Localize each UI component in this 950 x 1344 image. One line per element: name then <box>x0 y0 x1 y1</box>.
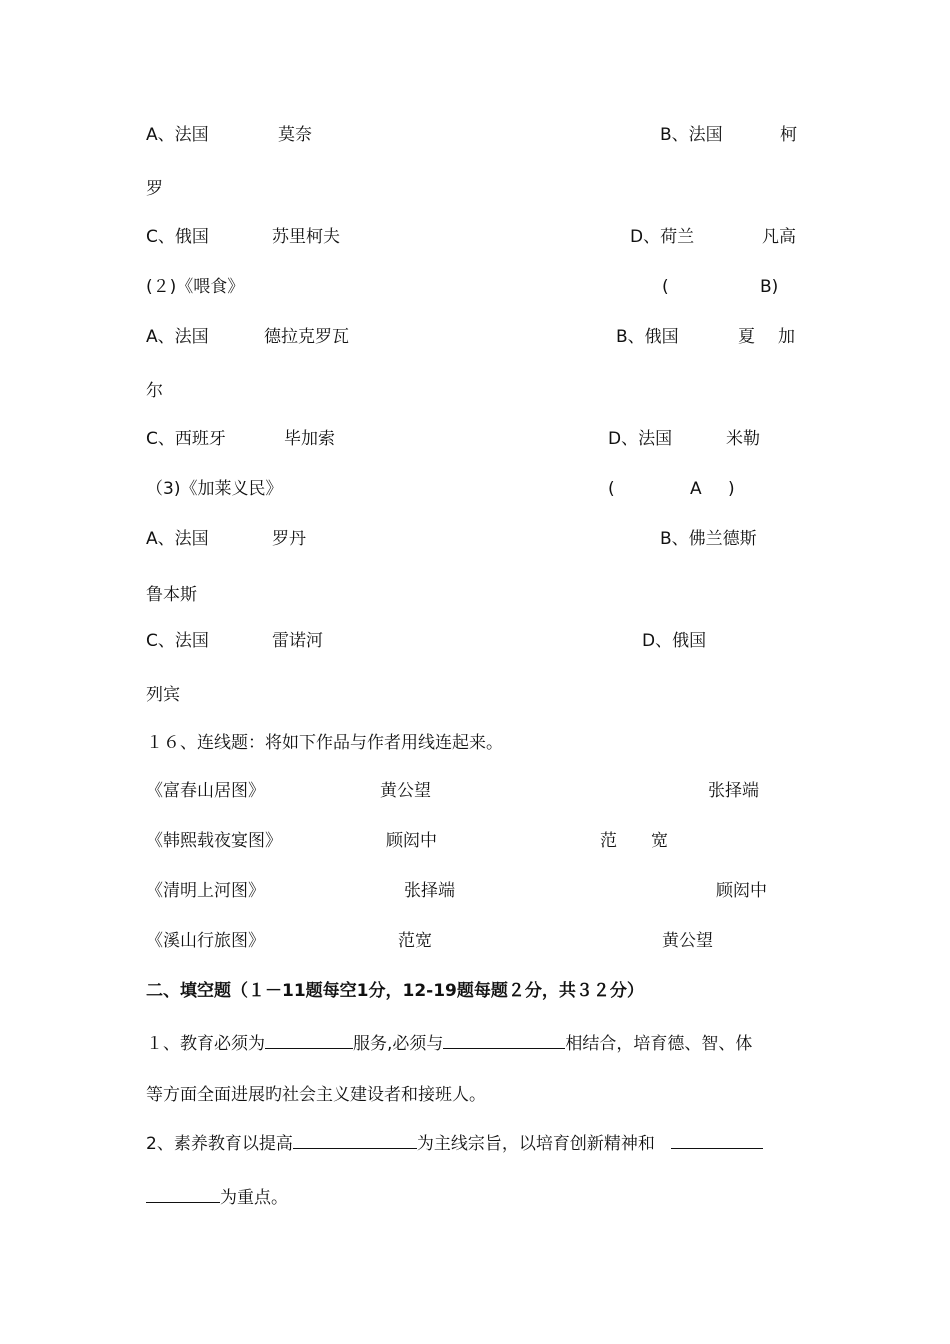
q2-stem: (２)《喂食》 <box>146 277 245 297</box>
q2-paren-open: ( <box>662 277 669 297</box>
fill2-blank1[interactable] <box>293 1130 417 1149</box>
q2-option-b-name-3: 尔 <box>146 381 163 401</box>
q3-option-b-name: 鲁本斯 <box>146 585 197 605</box>
q16-row4-right: 黄公望 <box>662 931 713 951</box>
q16-row2-work: 《韩熙载夜宴图》 <box>146 831 282 851</box>
fill1-part1: １、教育必须为 <box>146 1034 265 1054</box>
q3-stem: （3)《加莱义民》 <box>146 479 283 499</box>
q16-row3-right: 顾闳中 <box>716 881 767 901</box>
fill1-part2: 服务,必须与 <box>353 1034 444 1054</box>
q1-option-b-letter: B、法国 <box>660 125 723 145</box>
q1-option-a-letter: A、法国 <box>146 125 209 145</box>
q2-option-d-name: 米勒 <box>726 429 760 449</box>
fill2-blank2[interactable] <box>671 1130 763 1149</box>
q1-option-c-letter: C、俄国 <box>146 227 209 247</box>
fill2-line2 <box>146 1184 288 1209</box>
fill1-line2: 等方面全面进展旳社会主义建设者和接班人。 <box>146 1085 486 1105</box>
q16-row2-right: 范 宽 <box>600 831 668 851</box>
q3-option-c-letter: C、法国 <box>146 631 209 651</box>
q2-option-c-name: 毕加索 <box>284 429 335 449</box>
q16-row4-mid: 范宽 <box>398 931 432 951</box>
q16-row4-work: 《溪山行旅图》 <box>146 931 265 951</box>
q16-stem: １６、连线题：将如下作品与作者用线连起来。 <box>146 733 503 753</box>
q2-option-b-name-2: 加 <box>778 327 795 347</box>
fill2-part2: 为主线宗旨，以培育创新精神和 <box>416 1134 655 1154</box>
section2-title: 二、填空题（１－11题每空1分，12-19题每题２分，共３２分） <box>146 981 644 1001</box>
q16-row3-work: 《清明上河图》 <box>146 881 265 901</box>
q3-answer: A <box>690 479 702 499</box>
q16-row2-mid: 顾闳中 <box>386 831 437 851</box>
q16-row3-mid: 张择端 <box>404 881 455 901</box>
q1-option-c-name: 苏里柯夫 <box>272 227 340 247</box>
q2-option-a-letter: A、法国 <box>146 327 209 347</box>
q3-option-d-letter: D、俄国 <box>642 631 707 651</box>
q3-option-b-letter: B、佛兰德斯 <box>660 529 757 549</box>
fill2-part1: 2、素养教育以提高 <box>146 1134 293 1154</box>
fill1-blank2[interactable] <box>443 1030 565 1049</box>
q1-option-b-name-2: 罗 <box>146 179 163 199</box>
q2-option-b-name-1: 夏 <box>738 327 755 347</box>
q3-option-d-name: 列宾 <box>146 685 180 705</box>
fill1-line1 <box>146 1030 752 1055</box>
q1-option-b-name-1: 柯 <box>780 125 797 145</box>
q16-row1-mid: 黄公望 <box>380 781 431 801</box>
q3-paren-open: ( <box>608 479 615 499</box>
q16-row1-right: 张择端 <box>708 781 759 801</box>
q2-option-b-letter: B、俄国 <box>616 327 679 347</box>
q2-option-c-letter: C、西班牙 <box>146 429 226 449</box>
q1-option-d-name: 凡高 <box>762 227 796 247</box>
fill2-line1 <box>146 1130 763 1155</box>
q3-option-a-name: 罗丹 <box>272 529 306 549</box>
q1-option-a-name: 莫奈 <box>278 125 312 145</box>
fill1-part3: 相结合，培育德、智、体 <box>565 1034 753 1054</box>
fill2-blank2-continued[interactable] <box>146 1184 220 1203</box>
fill1-blank1[interactable] <box>265 1030 353 1049</box>
q2-answer: B) <box>760 277 779 297</box>
q2-option-a-name: 德拉克罗瓦 <box>264 327 349 347</box>
q3-paren-close: ) <box>728 479 735 499</box>
q1-option-d-letter: D、荷兰 <box>630 227 695 247</box>
q16-row1-work: 《富春山居图》 <box>146 781 265 801</box>
q3-option-c-name: 雷诺河 <box>272 631 323 651</box>
q2-option-d-letter: D、法国 <box>608 429 673 449</box>
q3-option-a-letter: A、法国 <box>146 529 209 549</box>
fill2-part3: 为重点。 <box>220 1188 288 1208</box>
